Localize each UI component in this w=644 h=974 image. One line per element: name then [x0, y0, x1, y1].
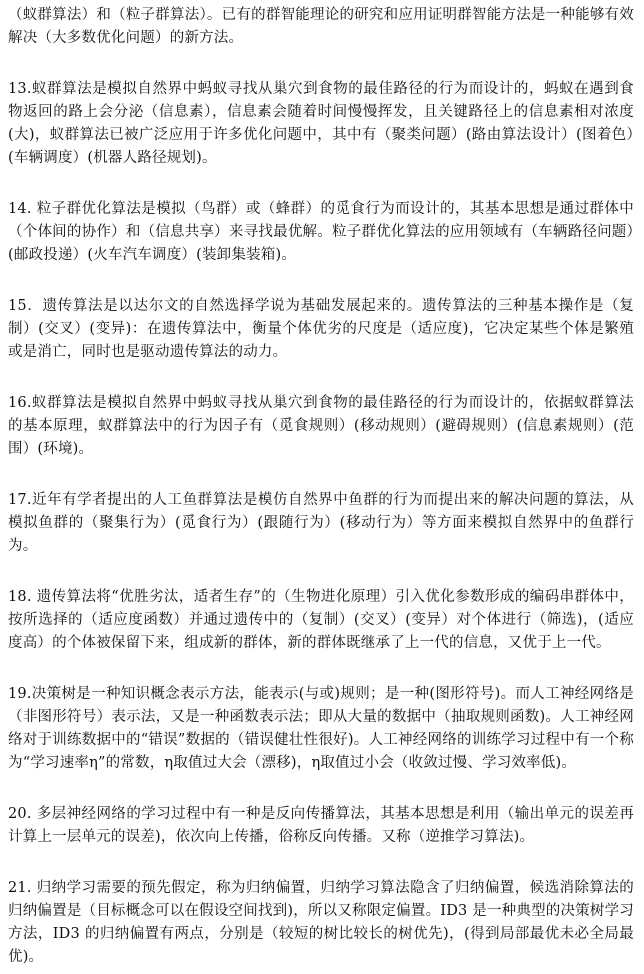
paragraph-15: 15．遗传算法是以达尔文的自然选择学说为基础发展起来的。遗传算法的三种基本操作是（复制）(交叉）(变异)：在遗传算法中，衡量个体优劣的尺度是（适应度)，它决定某些个体是繁殖或是消亡，同时也是驱动遗传算法的动力。 — [8, 298, 634, 360]
paragraph-13: 13.蚁群算法是模拟自然界中蚂蚁寻找从巢穴到食物的最佳路径的行为而设计的，蚂蚁在遇到食物返回的路上会分泌（信息素），信息素会随着时间慢慢挥发，且关键路径上的信息素相对浓度(大)，蚁群算法已被广泛应用于许多优化问题中，其中有（聚类问题）(路由算法设计）(图着色）(车辆调度）(机器人路径规划)。 — [8, 81, 634, 166]
paragraph-17: 17.近年有学者提出的人工鱼群算法是模仿自然界中鱼群的行为而提出来的解决问题的算法，从模拟鱼群的（聚集行为）(觅食行为）(跟随行为）(移动行为）等方面来模拟自然界中的鱼群行为。 — [8, 492, 634, 554]
paragraph-19: 19.决策树是一种知识概念表示方法，能表示(与或)规则；是一种(图形符号)。而人工神经网络是（非图形符号）表示法，又是一种函数表示法；即从大量的数据中（抽取规则函数)。人工神经网络对于训练数据中的“错误”数据的（错误健壮性很好)。人工神经网络的训练学习过程中有一个称为“学习速率η”的常数，η取值过大会（漂移)，η取值过小会（收敛过慢、学习效率低)。 — [8, 686, 634, 771]
paragraph-21: 21. 归纳学习需要的预先假定，称为归纳偏置，归纳学习算法隐含了归纳偏置，候选消除算法的归纳偏置是（目标概念可以在假设空间找到)，所以又称限定偏置。ID3 是一种典型的决策树学习方法，ID3 的归纳偏置有两点，分别是（较短的树比较长的树优先)，(得到局部最优未必全局最优)。 — [8, 880, 634, 965]
paragraph-16: 16.蚁群算法是模拟自然界中蚂蚁寻找从巢穴到食物的最佳路径的行为而设计的，依据蚁群算法的基本原理，蚁群算法中的行为因子有（觅食规则）(移动规则）(避碍规则）(信息素规则）(范围）(环境)。 — [8, 395, 634, 457]
paragraph-14: 14. 粒子群优化算法是模拟（鸟群）或（蜂群）的觅食行为而设计的，其基本思想是通过群体中（个体间的协作）和（信息共享）来寻找最优解。粒子群优化算法的应用领域有（车辆路径问题）(邮政投递）(火车汽车调度）(装卸集装箱)。 — [8, 201, 634, 263]
paragraph-intro: （蚁群算法）和（粒子群算法）。已有的群智能理论的研究和应用证明群智能方法是一种能够有效解决（大多数优化问题）的新方法。 — [8, 7, 634, 46]
paragraph-18: 18. 遗传算法将“优胜劣汰，适者生存”的（生物进化原理）引入优化参数形成的编码串群体中，按所选择的（适应度函数）并通过遗传中的（复制）(交叉）(变异）对个体进行（筛选)，(适应度高）的个体被保留下来，组成新的群体，新的群体既继承了上一代的信息，又优于上一代。 — [8, 589, 634, 651]
paragraph-20: 20. 多层神经网络的学习过程中有一种是反向传播算法，其基本思想是利用（输出单元的误差再计算上一层单元的误差)，依次向上传播，俗称反向传播。又称（逆推学习算法)。 — [8, 806, 634, 845]
